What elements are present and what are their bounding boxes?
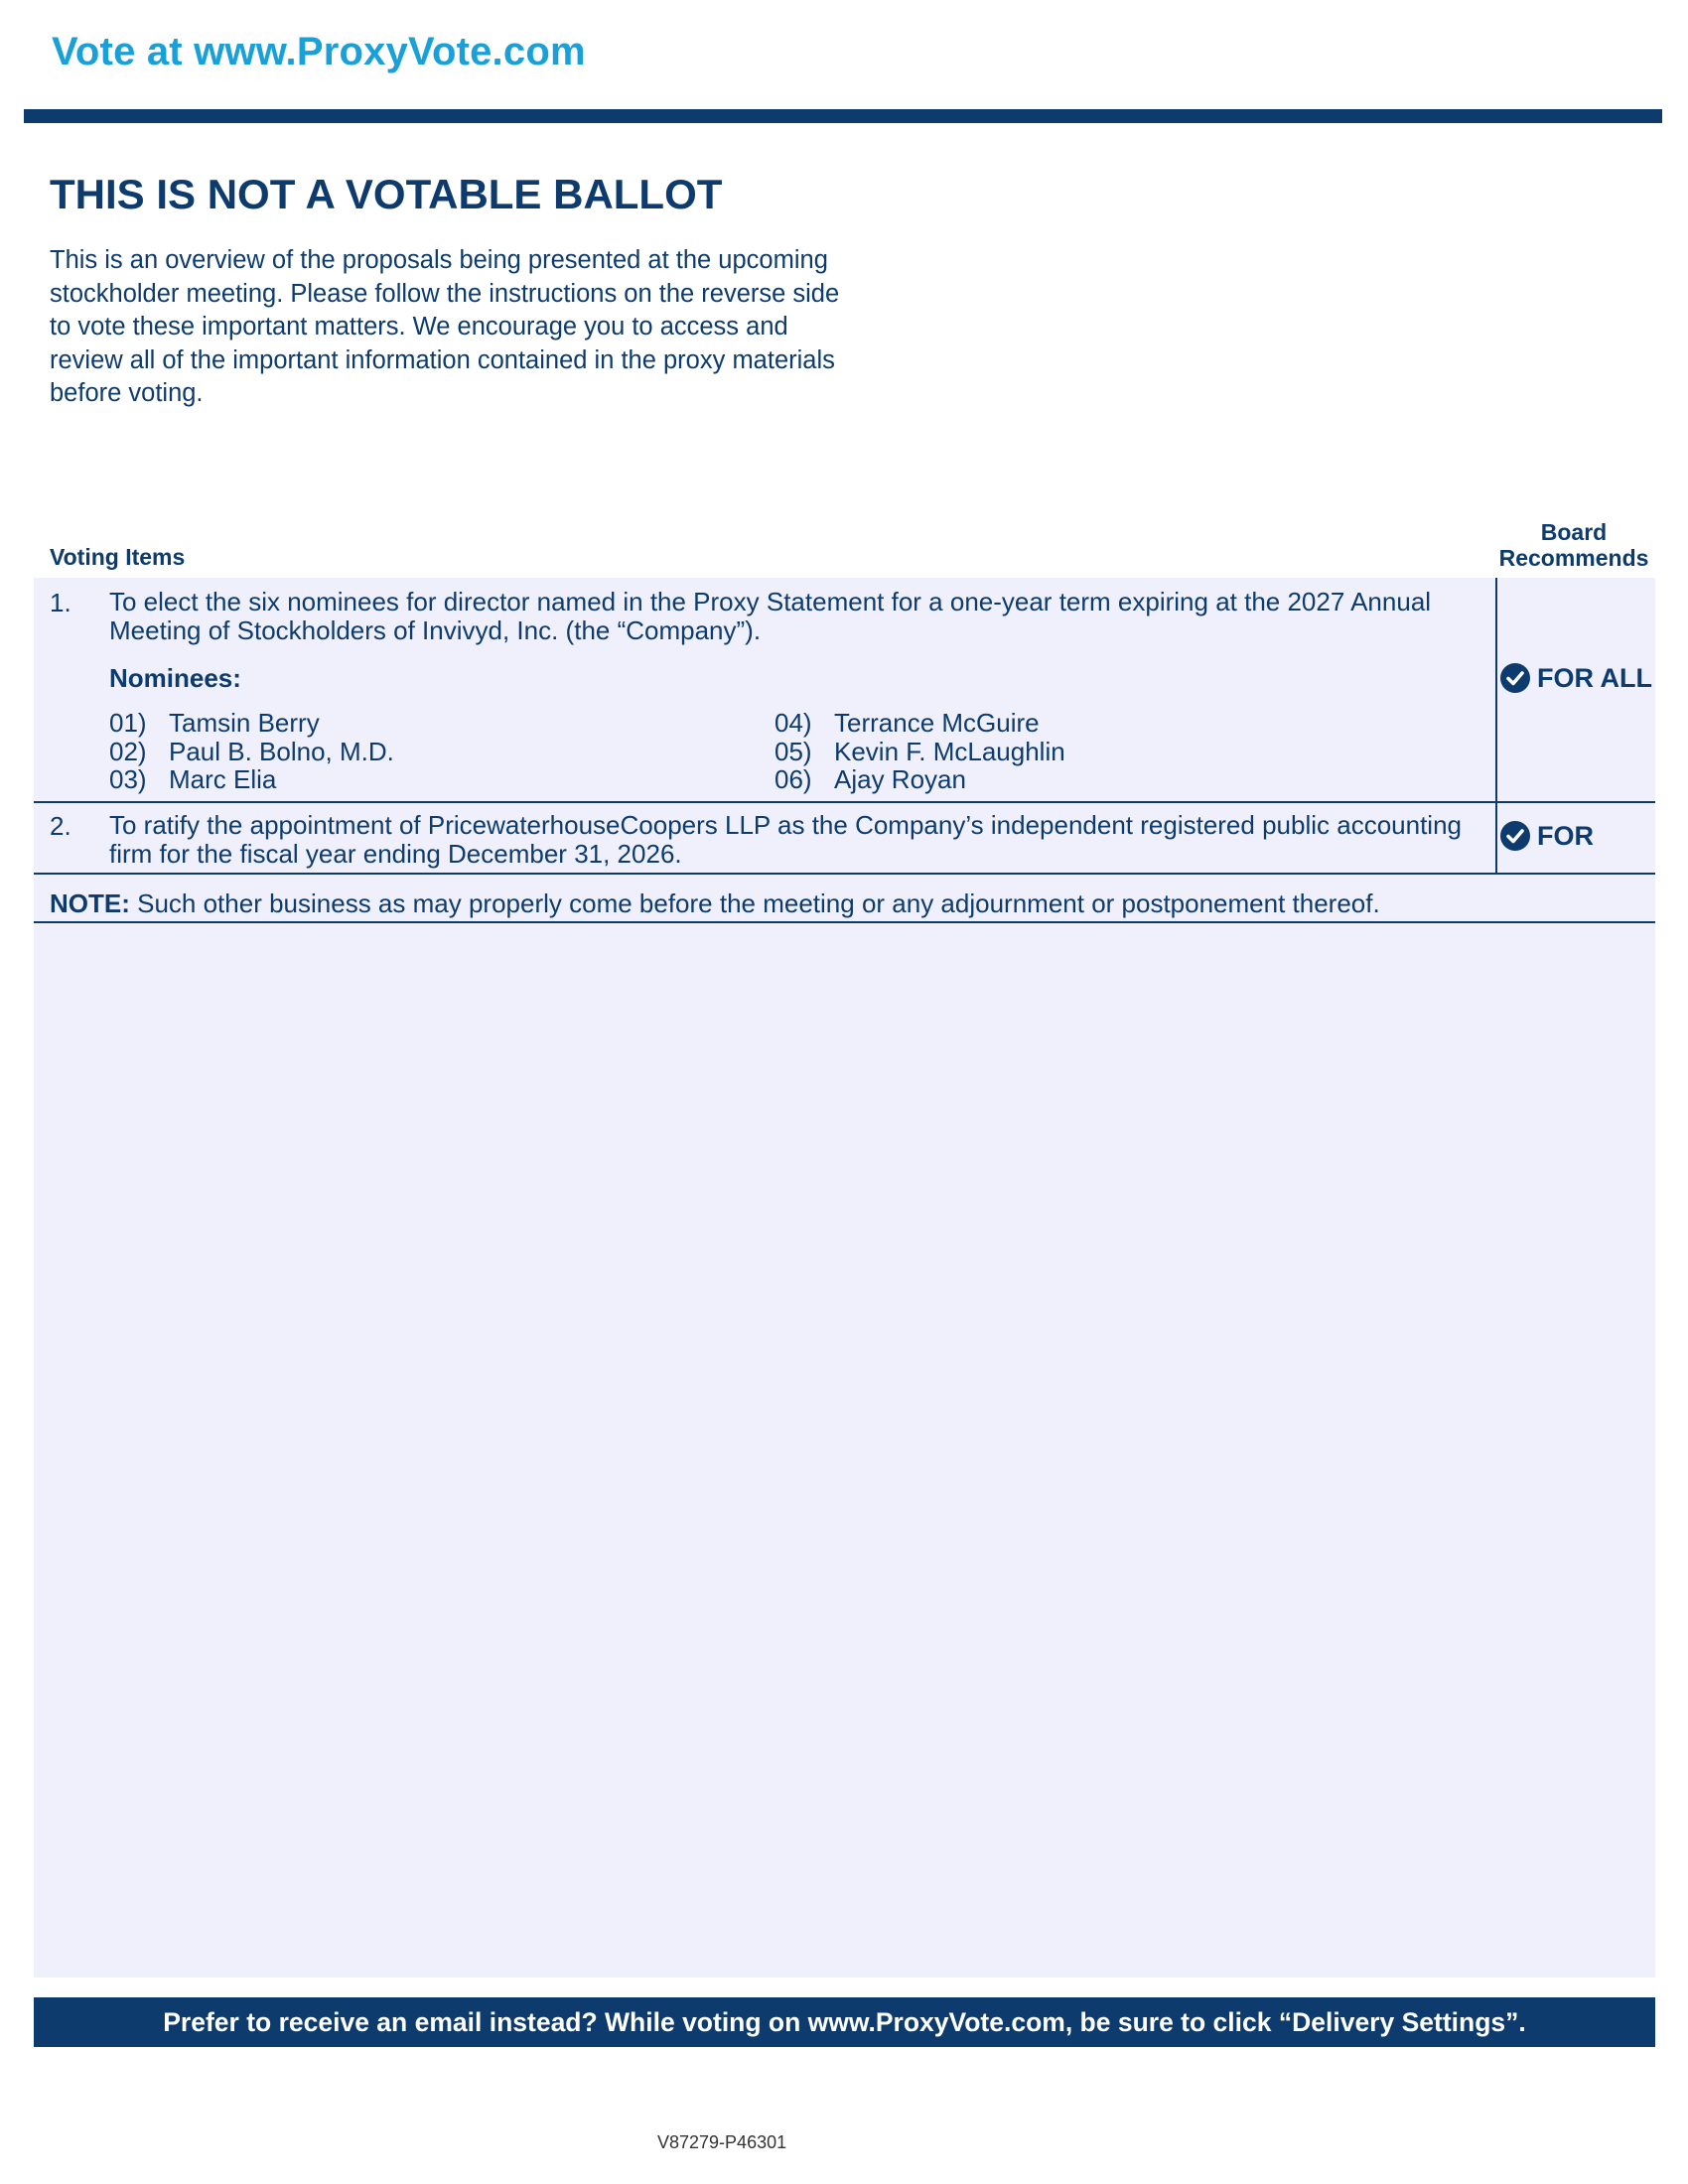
board-header-line2: Recommends [1498,545,1649,571]
row-divider [34,801,1655,803]
nominee [774,738,1065,766]
nominee-number: 05) [774,737,812,766]
nominee-number: 06) [774,764,812,794]
board-recommends-header [1479,519,1668,571]
nominee-number: 01) [109,708,147,738]
check-circle-icon [1499,662,1531,694]
nominee-number: 03) [109,764,147,794]
check-circle-icon [1499,820,1531,852]
recommendation-label: FOR ALL [1537,662,1652,693]
intro-paragraph: This is an overview of the proposals being presented at the upcoming stockholder meeting. Please follow the instructions on the reverse side to vote these important matters. We encourage you to access and review all of the important information contained in the proxy materials before voting. [50,246,840,407]
nominee-number: 04) [774,708,812,738]
delivery-settings-banner [34,1997,1655,2047]
proxyvote-link[interactable]: Vote at www.ProxyVote.com [52,30,586,73]
nominee-name: Terrance McGuire [834,708,1040,738]
note-text: Such other business as may properly come before the meeting or any adjournment or postponement thereof. [129,888,1380,918]
nominees-label: Nominees: [109,663,241,693]
nominee-name: Tamsin Berry [169,708,320,738]
header-rule [24,109,1662,123]
nominee-number: 02) [109,737,147,766]
voting-items-header: Voting Items [50,544,186,570]
nominee-name: Ajay Royan [834,764,966,794]
column-divider [1495,578,1497,874]
item-1-recommendation [1499,662,1652,694]
item-2-recommendation [1499,820,1594,852]
nominee [109,765,276,794]
item-2-number: 2. [50,811,71,841]
nominee [109,738,394,766]
item-1-text: To elect the six nominees for director named in the Proxy Statement for a one-year term expiring at the 2027 Annual Meeting of Stockholders of Invivyd, Inc. (the “Company”). [109,587,1432,645]
page-title: THIS IS NOT A VOTABLE BALLOT [50,171,723,217]
board-header-line1: Board [1540,519,1608,545]
nominee [774,709,1040,738]
row-divider [34,873,1655,875]
banner-text: Prefer to receive an email instead? While voting on www.ProxyVote.com, be sure to click “Delivery Settings”. [163,2006,1526,2037]
nominee [109,709,320,738]
nominee-name: Kevin F. McLaughlin [834,737,1065,766]
note [50,888,1380,919]
item-2-text: To ratify the appointment of PricewaterhouseCoopers LLP as the Company’s independent registered public accounting firm for the fiscal year ending December 31, 2026. [109,810,1462,869]
item-1-number: 1. [50,588,71,617]
nominee [774,765,966,794]
recommendation-label: FOR [1537,820,1594,851]
note-label: NOTE: [50,888,130,918]
nominee-name: Paul B. Bolno, M.D. [169,737,394,766]
row-divider [34,921,1655,923]
nominee-name: Marc Elia [169,764,277,794]
document-code: V87279-P46301 [657,2132,787,2152]
